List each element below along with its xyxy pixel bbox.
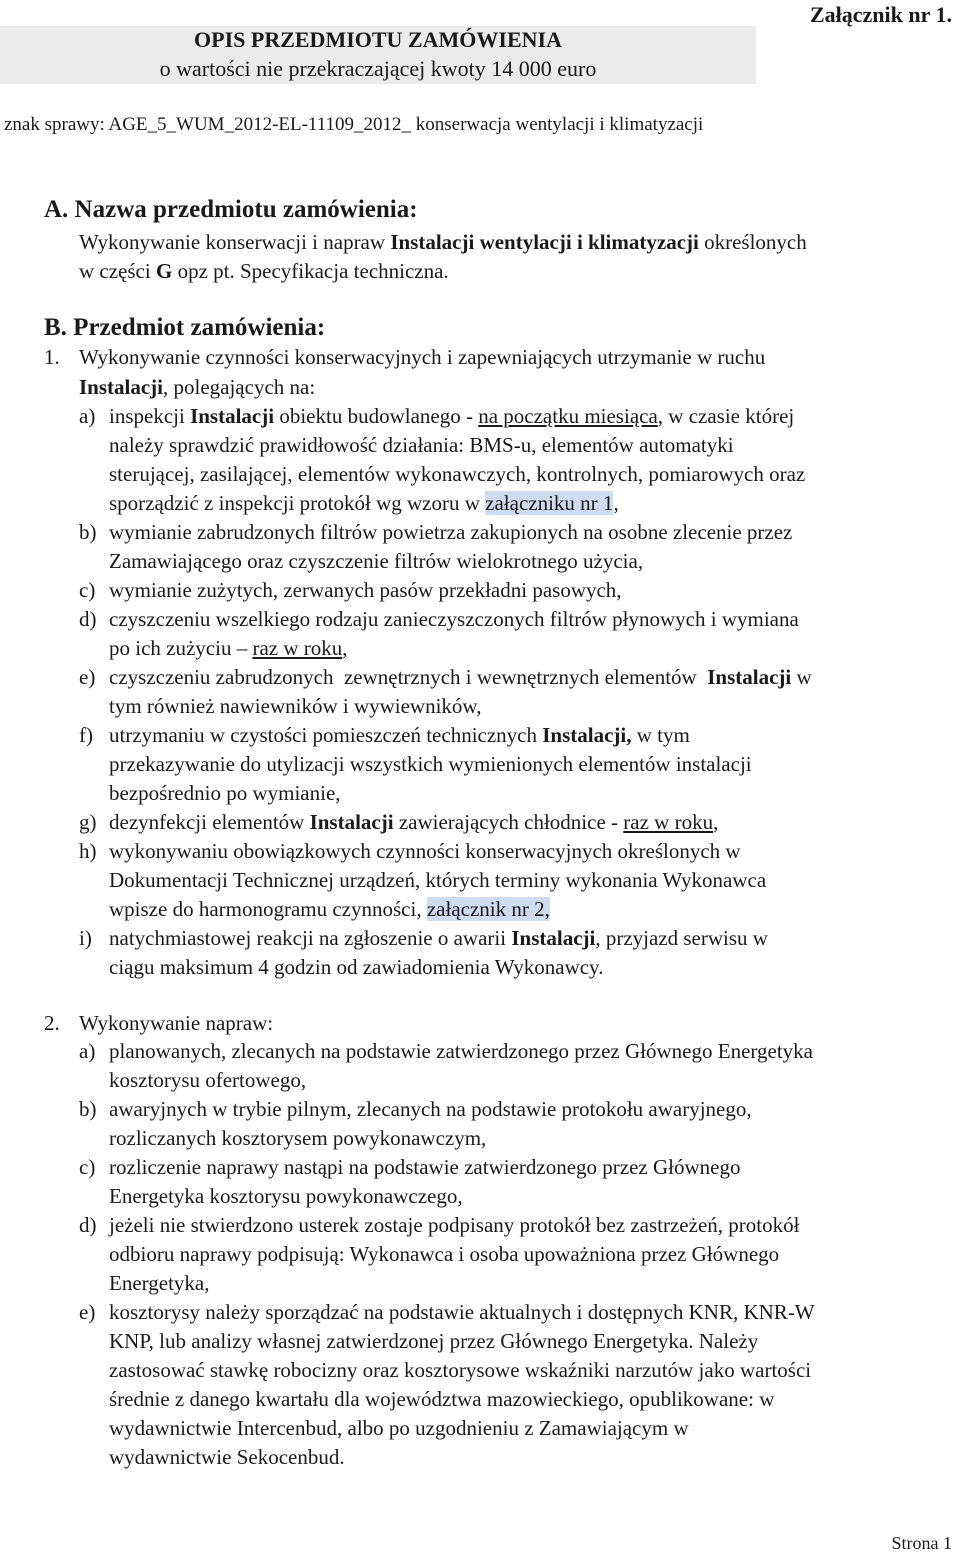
item-1g-marker: g): [79, 810, 97, 834]
item-1i-line-1: natychmiastowej reakcji na zgłoszenie o awarii Instalacji, przyjazd serwisu w: [109, 926, 768, 950]
item-1a-line-1: inspekcji Instalacji obiektu budowlanego - na początku miesiąca, w czasie której: [109, 404, 795, 428]
section-a-line-2: w części G opz pt. Specyfikacja techniczna.: [79, 259, 449, 283]
item-1d-marker: d): [79, 607, 97, 631]
item-1a-marker: a): [79, 404, 96, 428]
item-2-line-1: Wykonywanie napraw:: [79, 1011, 274, 1035]
item-1f-marker: f): [79, 723, 93, 747]
item-1e-line-1: czyszczeniu zabrudzonych zewnętrznych i wewnętrznych elementów Instalacji w: [109, 665, 812, 689]
item-1-line-2: Instalacji, polegających na:: [79, 375, 316, 399]
item-1b-line-2: Zamawiającego oraz czyszczenie filtrów wielokrotnego użycia,: [109, 549, 644, 573]
item-1h-line-2: Dokumentacji Technicznej urządzeń, których terminy wykonania Wykonawca: [109, 868, 767, 892]
item-2e-marker: e): [79, 1300, 96, 1324]
item-1g-line-1: dezynfekcji elementów Instalacji zawierających chłodnice - raz w roku,: [109, 810, 719, 834]
item-1h-line-3: wpisze do harmonogramu czynności, załącznik nr 2,: [109, 897, 550, 921]
document-subtitle: o wartości nie przekraczającej kwoty 14 000 euro: [159, 56, 597, 81]
item-2d-line-3: Energetyka,: [109, 1271, 210, 1295]
item-1h-marker: h): [79, 839, 97, 863]
section-a-line-1: Wykonywanie konserwacji i napraw Instalacji wentylacji i klimatyzacji określonych: [79, 230, 807, 254]
item-1-number: 1.: [44, 345, 60, 369]
item-2e-line-1: kosztorysy należy sporządzać na podstawie aktualnych i dostępnych KNR, KNR-W: [109, 1300, 815, 1324]
item-1c-marker: c): [79, 578, 96, 602]
item-2c-line-2: Energetyka kosztorysu powykonawczego,: [109, 1184, 463, 1208]
item-2b-line-2: rozliczanych kosztorysem powykonawczym,: [109, 1126, 487, 1150]
item-1-line-1: Wykonywanie czynności konserwacyjnych i zapewniających utrzymanie w ruchu: [79, 345, 766, 369]
item-2e-line-3: zastosować stawkę robocizny oraz kosztorysowe wskaźniki narzutów jako wartości: [109, 1358, 812, 1382]
item-1i-marker: i): [79, 926, 92, 950]
document-title: OPIS PRZEDMIOTU ZAMÓWIENIA: [194, 27, 562, 52]
item-1c-line-1: wymianie zużytych, zerwanych pasów przekładni pasowych,: [109, 578, 622, 602]
case-reference: znak sprawy: AGE_5_WUM_2012-EL-11109_2012_ konserwacja wentylacji i klimatyzacji: [4, 114, 704, 135]
annex-label: Załącznik nr 1.: [809, 2, 952, 27]
item-1f-line-3: bezpośrednio po wymianie,: [109, 781, 341, 805]
item-2a-line-2: kosztorysu ofertowego,: [109, 1068, 307, 1092]
item-1f-line-1: utrzymaniu w czystości pomieszczeń technicznych Instalacji, w tym: [109, 723, 690, 747]
item-2-number: 2.: [44, 1011, 60, 1035]
item-1b-line-1: wymianie zabrudzonych filtrów powietrza zakupionych na osobne zlecenie przez: [109, 520, 793, 544]
item-1h-line-1: wykonywaniu obowiązkowych czynności konserwacyjnych określonych w: [109, 839, 741, 863]
item-1a-line-3: sterującej, zasilającej, elementów wykonawczych, kontrolnych, pomiarowych oraz: [109, 462, 806, 486]
item-2a-marker: a): [79, 1039, 96, 1063]
item-2d-marker: d): [79, 1213, 97, 1237]
item-1e-marker: e): [79, 665, 96, 689]
page-number: Strona 1: [891, 1533, 952, 1553]
item-2a-line-1: planowanych, zlecanych na podstawie zatwierdzonego przez Głównego Energetyka: [109, 1039, 813, 1063]
section-a-heading: A. Nazwa przedmiotu zamówienia:: [44, 196, 418, 223]
item-2d-line-2: odbioru naprawy podpisują: Wykonawca i osoba upoważniona przez Głównego: [109, 1242, 780, 1266]
item-1d-line-1: czyszczeniu wszelkiego rodzaju zanieczyszczonych filtrów płynowych i wymiana: [109, 607, 799, 631]
item-1a-line-2: należy sprawdzić prawidłowość działania: BMS-u, elementów automatyki: [109, 433, 734, 457]
item-1b-marker: b): [79, 520, 97, 544]
item-2c-line-1: rozliczenie naprawy nastąpi na podstawie zatwierdzonego przez Głównego: [109, 1155, 741, 1179]
item-2d-line-1: jeżeli nie stwierdzono usterek zostaje podpisany protokół bez zastrzeżeń, protokół: [109, 1213, 800, 1237]
item-2e-line-6: wydawnictwie Sekocenbud.: [109, 1445, 345, 1469]
item-1i-line-2: ciągu maksimum 4 godzin od zawiadomienia Wykonawcy.: [109, 955, 604, 979]
item-2e-line-5: wydawnictwie Intercenbud, albo po uzgodnieniu z Zamawiającym w: [109, 1416, 689, 1440]
item-1f-line-2: przekazywanie do utylizacji wszystkich wymienionych elementów instalacji: [109, 752, 752, 776]
item-1a-line-4: sporządzić z inspekcji protokół wg wzoru w załączniku nr 1,: [109, 491, 619, 515]
item-2e-line-2: KNP, lub analizy własnej zatwierdzonej przez Głównego Energetyka. Należy: [109, 1329, 759, 1353]
item-1e-line-2: tym również nawiewników i wywiewników,: [109, 694, 482, 718]
item-2b-marker: b): [79, 1097, 97, 1121]
item-2b-line-1: awaryjnych w trybie pilnym, zlecanych na podstawie protokołu awaryjnego,: [109, 1097, 752, 1121]
item-1d-line-2: po ich zużyciu – raz w roku,: [109, 636, 348, 660]
section-b-heading: B. Przedmiot zamówienia:: [44, 314, 326, 341]
item-2c-marker: c): [79, 1155, 96, 1179]
item-2e-line-4: średnie z danego kwartału dla województwa mazowieckiego, opublikowane: w: [109, 1387, 775, 1411]
